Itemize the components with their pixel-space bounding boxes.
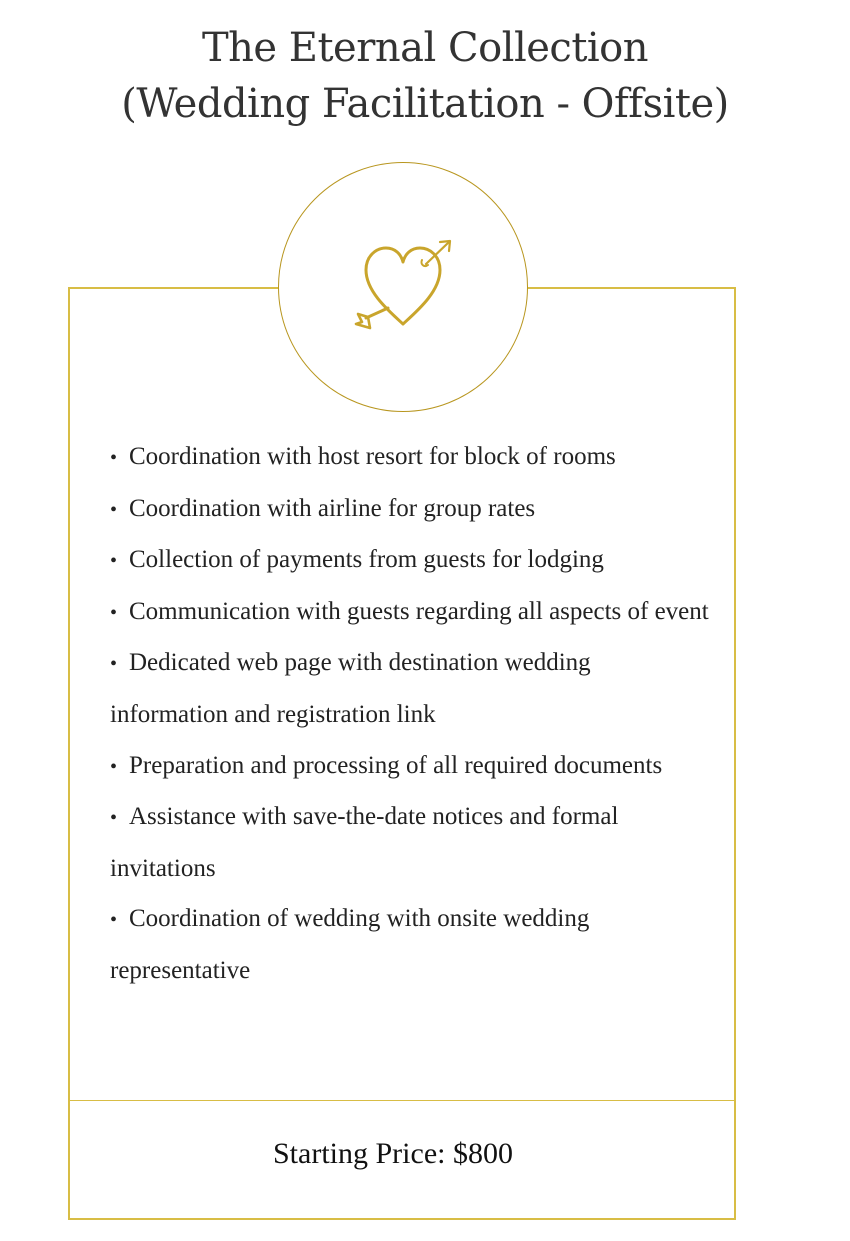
page-title [0, 20, 850, 132]
list-item [110, 484, 710, 536]
bullet: • [110, 601, 118, 624]
bullet: • [110, 755, 118, 778]
title-line-2: (Wedding Facilitation - Offsite) [121, 81, 729, 127]
feature-text: Coordination with host resort for block of rooms [129, 443, 616, 470]
feature-text: Dedicated web page with destination wedding information and registration link [110, 649, 591, 728]
list-item [110, 587, 710, 639]
bullet: • [110, 653, 118, 676]
list-item [110, 432, 710, 484]
list-item [110, 792, 710, 894]
list-item [110, 894, 710, 996]
bullet: • [110, 909, 118, 932]
feature-text: Communication with guests regarding all aspects of event [129, 597, 709, 625]
list-item [110, 741, 710, 793]
bullet: • [110, 807, 118, 830]
bullet: • [110, 550, 118, 573]
feature-text: Collection of payments from guests for lodging [129, 546, 604, 574]
list-item [110, 638, 710, 740]
bullet: • [110, 447, 118, 469]
heart-with-arrow-icon [348, 234, 458, 344]
feature-list [110, 432, 710, 997]
feature-text: Coordination of wedding with onsite wedding representative [110, 905, 590, 984]
feature-text: Coordination with airline for group rates [129, 494, 536, 522]
feature-text: Assistance with save-the-date notices and formal invitations [110, 803, 619, 882]
price-divider [68, 1100, 736, 1101]
feature-text: Preparation and processing of all required documents [129, 751, 663, 779]
list-item [110, 535, 710, 587]
title-line-1: The Eternal Collection [201, 25, 649, 71]
starting-price: Starting Price: $800 [273, 1137, 513, 1170]
bullet: • [110, 498, 118, 521]
